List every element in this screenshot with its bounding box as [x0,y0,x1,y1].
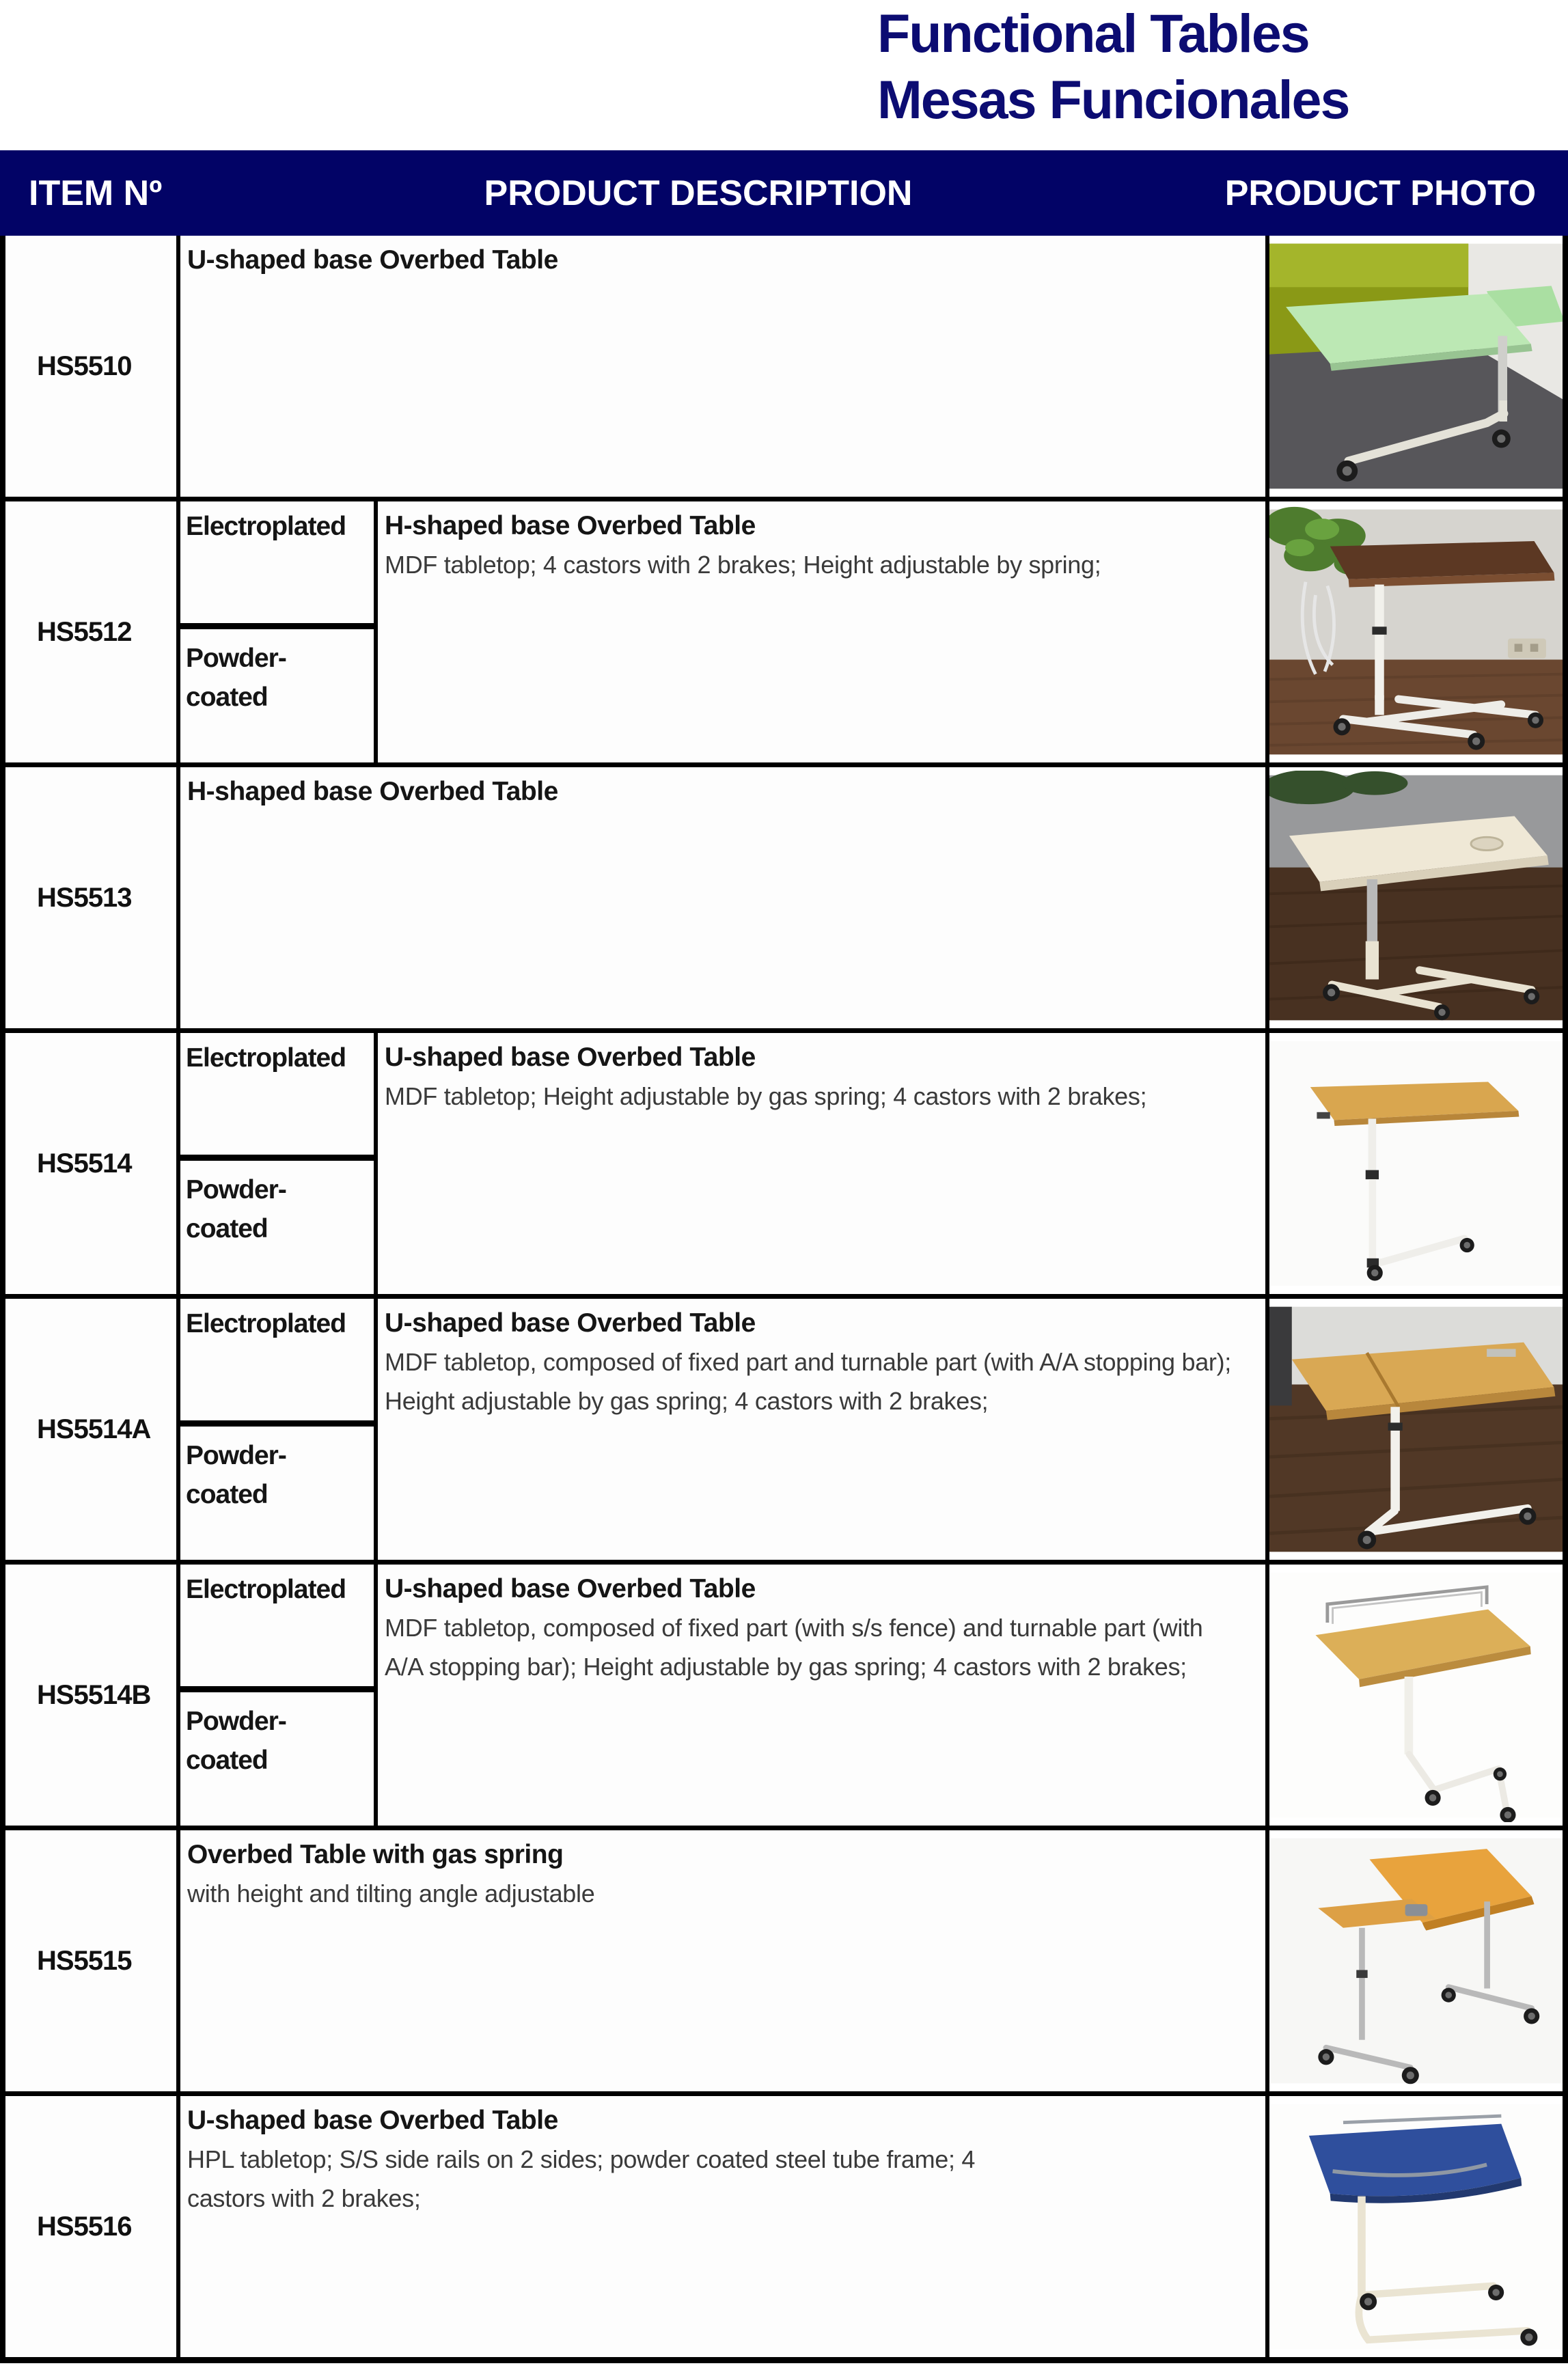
finish-powder-coated-cell [180,1427,374,1560]
catalog-table [0,150,1568,2363]
product-photo [1269,1299,1563,1560]
product-title: H-shaped base Overbed Table [187,777,558,806]
finish-electroplated-cell [180,1033,374,1161]
finish-label: Powder-coated [186,1175,286,1244]
finish-label: Powder-coated [186,1441,286,1510]
product-details: with height and tilting angle adjustable [187,1880,595,1908]
product-details: MDF tabletop, composed of fixed part and turnable part (with A/A stopping bar); Height adjustable by gas spring; 4 castors with 2 brakes; [385,1348,1231,1415]
finish-label: Electroplated [186,1043,346,1073]
finish-label: Electroplated [186,1309,346,1338]
page-title-en: Functional Tables [877,3,1309,64]
finish-label: Powder-coated [186,1707,286,1776]
finish-powder-coated-cell [180,629,374,762]
product-photo [1269,1830,1563,2091]
table-row [5,2096,1563,2357]
finish-options-cell [180,1299,378,1560]
item-number-cell [5,1033,180,1294]
finish-options-cell [180,501,378,762]
item-number-cell [5,2096,180,2357]
table-header-row [0,150,1568,236]
product-description-cell [378,501,1269,762]
finish-electroplated-cell [180,1299,374,1427]
product-details: MDF tabletop, composed of fixed part (with s/s fence) and turnable part (with A/A stopping bar); Height adjustable by gas spring; 4 castors with 2 brakes; [385,1614,1203,1681]
item-number: HS5513 [37,882,132,913]
finish-label: Powder-coated [186,644,286,713]
item-number-cell [5,1565,180,1826]
table-row [5,236,1563,501]
product-title: Overbed Table with gas spring [187,1840,564,1869]
product-description-cell [180,767,1269,1028]
table-row [5,1565,1563,1830]
product-title: U-shaped base Overbed Table [187,2106,558,2135]
product-description-cell [378,1565,1269,1826]
finish-electroplated-cell [180,1565,374,1692]
product-photo [1269,767,1563,1028]
page-title [877,0,1568,150]
finish-options-cell [180,1565,378,1826]
product-details: HPL tabletop; S/S side rails on 2 sides; powder coated steel tube frame; 4 castors with 2 brakes; [187,2145,976,2212]
product-title: U-shaped base Overbed Table [385,1574,756,1603]
item-number-cell [5,1830,180,2091]
finish-label: Electroplated [186,512,346,541]
product-description-cell [180,2096,1269,2357]
product-photo [1269,501,1563,762]
table-row [5,1299,1563,1565]
item-number: HS5516 [37,2211,132,2242]
product-photo [1269,1565,1563,1826]
item-number: HS5512 [37,616,132,647]
finish-powder-coated-cell [180,1161,374,1294]
item-number: HS5514 [37,1148,132,1179]
item-number-cell [5,501,180,762]
header-product-photo: PRODUCT PHOTO [1224,173,1537,213]
item-number: HS5515 [37,1945,132,1976]
product-title: U-shaped base Overbed Table [385,1308,756,1338]
finish-options-cell [180,1033,378,1294]
header-item-no: ITEM Nº [29,173,163,213]
item-number: HS5514B [37,1679,151,1710]
table-body [0,236,1568,2363]
item-number: HS5514A [37,1414,151,1444]
product-description-cell [180,1830,1269,2091]
header-description: PRODUCT DESCRIPTION [484,173,913,213]
table-row [5,1033,1563,1299]
item-number-cell [5,236,180,497]
page-title-es: Mesas Funcionales [877,69,1349,130]
item-number-cell [5,767,180,1028]
item-number: HS5510 [37,350,132,381]
table-row [5,1830,1563,2096]
product-photo [1269,236,1563,497]
product-photo [1269,2096,1563,2357]
product-description-cell [378,1033,1269,1294]
product-title: H-shaped base Overbed Table [385,511,756,540]
product-photo [1269,1033,1563,1294]
item-number-cell [5,1299,180,1560]
table-row [5,767,1563,1033]
product-description-cell [180,236,1269,497]
finish-electroplated-cell [180,501,374,629]
product-description-cell [378,1299,1269,1560]
product-details: MDF tabletop; 4 castors with 2 brakes; Height adjustable by spring; [385,551,1101,579]
finish-label: Electroplated [186,1575,346,1604]
product-title: U-shaped base Overbed Table [385,1043,756,1072]
product-title: U-shaped base Overbed Table [187,245,558,275]
finish-powder-coated-cell [180,1692,374,1826]
product-details: MDF tabletop; Height adjustable by gas spring; 4 castors with 2 brakes; [385,1082,1147,1110]
table-row [5,501,1563,767]
